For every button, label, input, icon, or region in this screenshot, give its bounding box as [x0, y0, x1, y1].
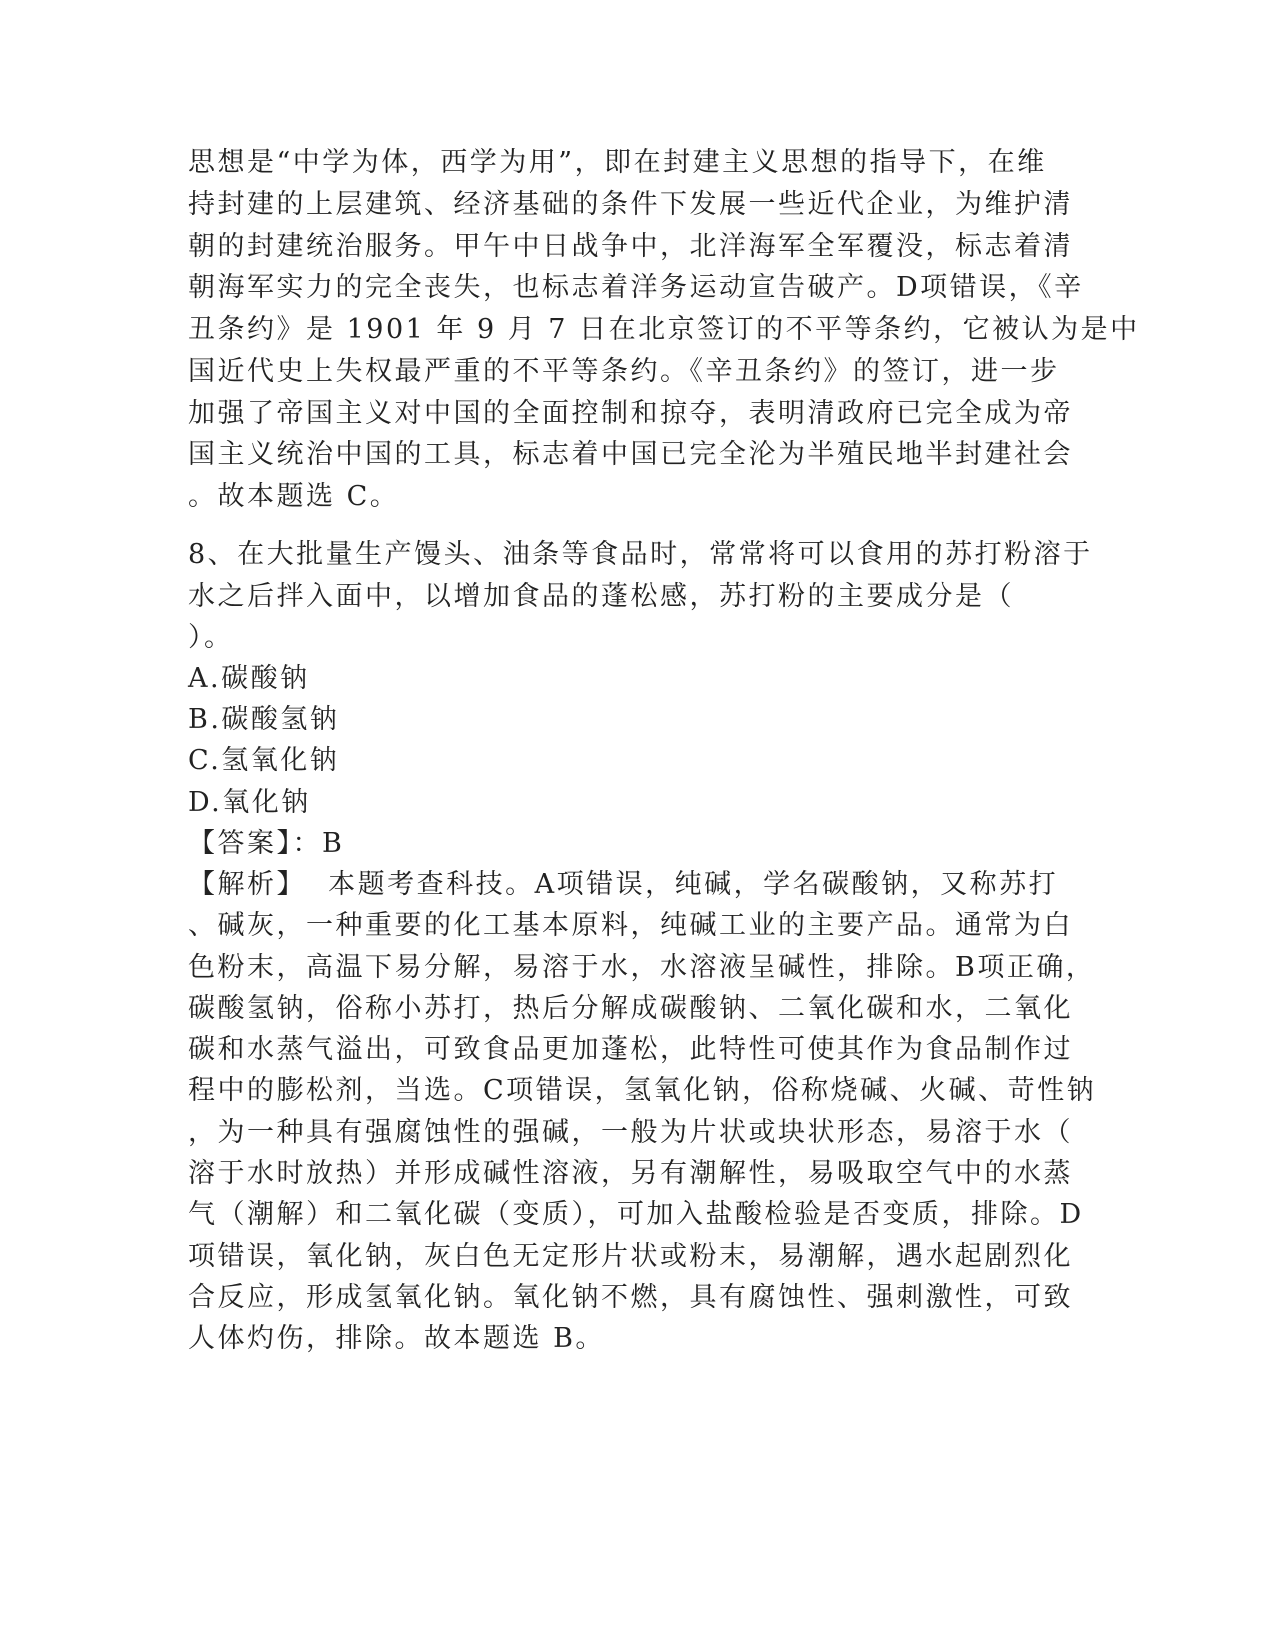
analysis-line: 合反应，形成氢氧化钠。氧化钠不燃，具有腐蚀性、强刺激性，可致: [188, 1282, 1073, 1313]
text-line: 持封建的上层建筑、经济基础的条件下发展一些近代企业，为维护清: [188, 189, 1073, 220]
analysis-line: 碳和水蒸气溢出，可致食品更加蓬松，此特性可使其作为食品制作过: [188, 1034, 1073, 1065]
question-stem-line: 8、在大批量生产馒头、油条等食品时，常常将可以食用的苏打粉溶于: [188, 539, 1093, 570]
option-d: D.氧化钠: [188, 787, 311, 818]
text-line: 加强了帝国主义对中国的全面控制和掠夺，表明清政府已完全成为帝: [188, 398, 1073, 429]
question-stem-line: ）。: [188, 622, 234, 653]
analysis-line: 色粉末，高温下易分解，易溶于水，水溶液呈碱性，排除。B项正确，: [188, 952, 1096, 983]
option-b: B.碳酸氢钠: [188, 704, 340, 735]
answer-line: 【答案】：B: [188, 828, 345, 859]
text-line: 国主义统治中国的工具，标志着中国已完全沦为半殖民地半封建社会: [188, 439, 1073, 470]
text-line: 思想是“中学为体，西学为用”，即在封建主义思想的指导下，在维: [188, 147, 1047, 178]
text-line: 朝的封建统治服务。甲午中日战争中，北洋海军全军覆没，标志着清: [188, 231, 1073, 262]
analysis-line: 、碱灰，一种重要的化工基本原料，纯碱工业的主要产品。通常为白: [188, 910, 1073, 941]
text-line: 朝海军实力的完全丧失，也标志着洋务运动宣告破产。D项错误，《辛: [188, 272, 1084, 303]
analysis-line: ，为一种具有强腐蚀性的强碱，一般为片状或块状形态，易溶于水（: [188, 1117, 1073, 1148]
analysis-line: 碳酸氢钠，俗称小苏打，热后分解成碳酸钠、二氧化碳和水，二氧化: [188, 993, 1073, 1024]
option-c: C.氢氧化钠: [188, 745, 340, 776]
analysis-line: 气（潮解）和二氧化碳（变质），可加入盐酸检验是否变质，排除。D: [188, 1199, 1084, 1230]
text-line: 国近代史上失权最严重的不平等条约。《辛丑条约》的签订，进一步: [188, 356, 1060, 387]
option-a: A.碳酸钠: [188, 663, 310, 694]
analysis-line: 项错误，氧化钠，灰白色无定形片状或粉末，易潮解，遇水起剧烈化: [188, 1241, 1073, 1272]
analysis-line: 人体灼伤，排除。故本题选 B。: [188, 1323, 605, 1354]
analysis-line: 【解析】 本题考查科技。A项错误，纯碱，学名碳酸钠，又称苏打: [188, 869, 1059, 900]
question-stem-line: 水之后拌入面中，以增加食品的蓬松感，苏打粉的主要成分是（: [188, 581, 1014, 612]
analysis-line: 溶于水时放热）并形成碱性溶液，另有潮解性，易吸取空气中的水蒸: [188, 1158, 1073, 1189]
text-line: 。故本题选 C。: [188, 481, 400, 512]
analysis-line: 程中的膨松剂，当选。C项错误，氢氧化钠，俗称烧碱、火碱、苛性钠: [188, 1075, 1097, 1106]
text-line: 丑条约》是 1901 年 9 月 7 日在北京签订的不平等条约，它被认为是中: [188, 314, 1140, 345]
